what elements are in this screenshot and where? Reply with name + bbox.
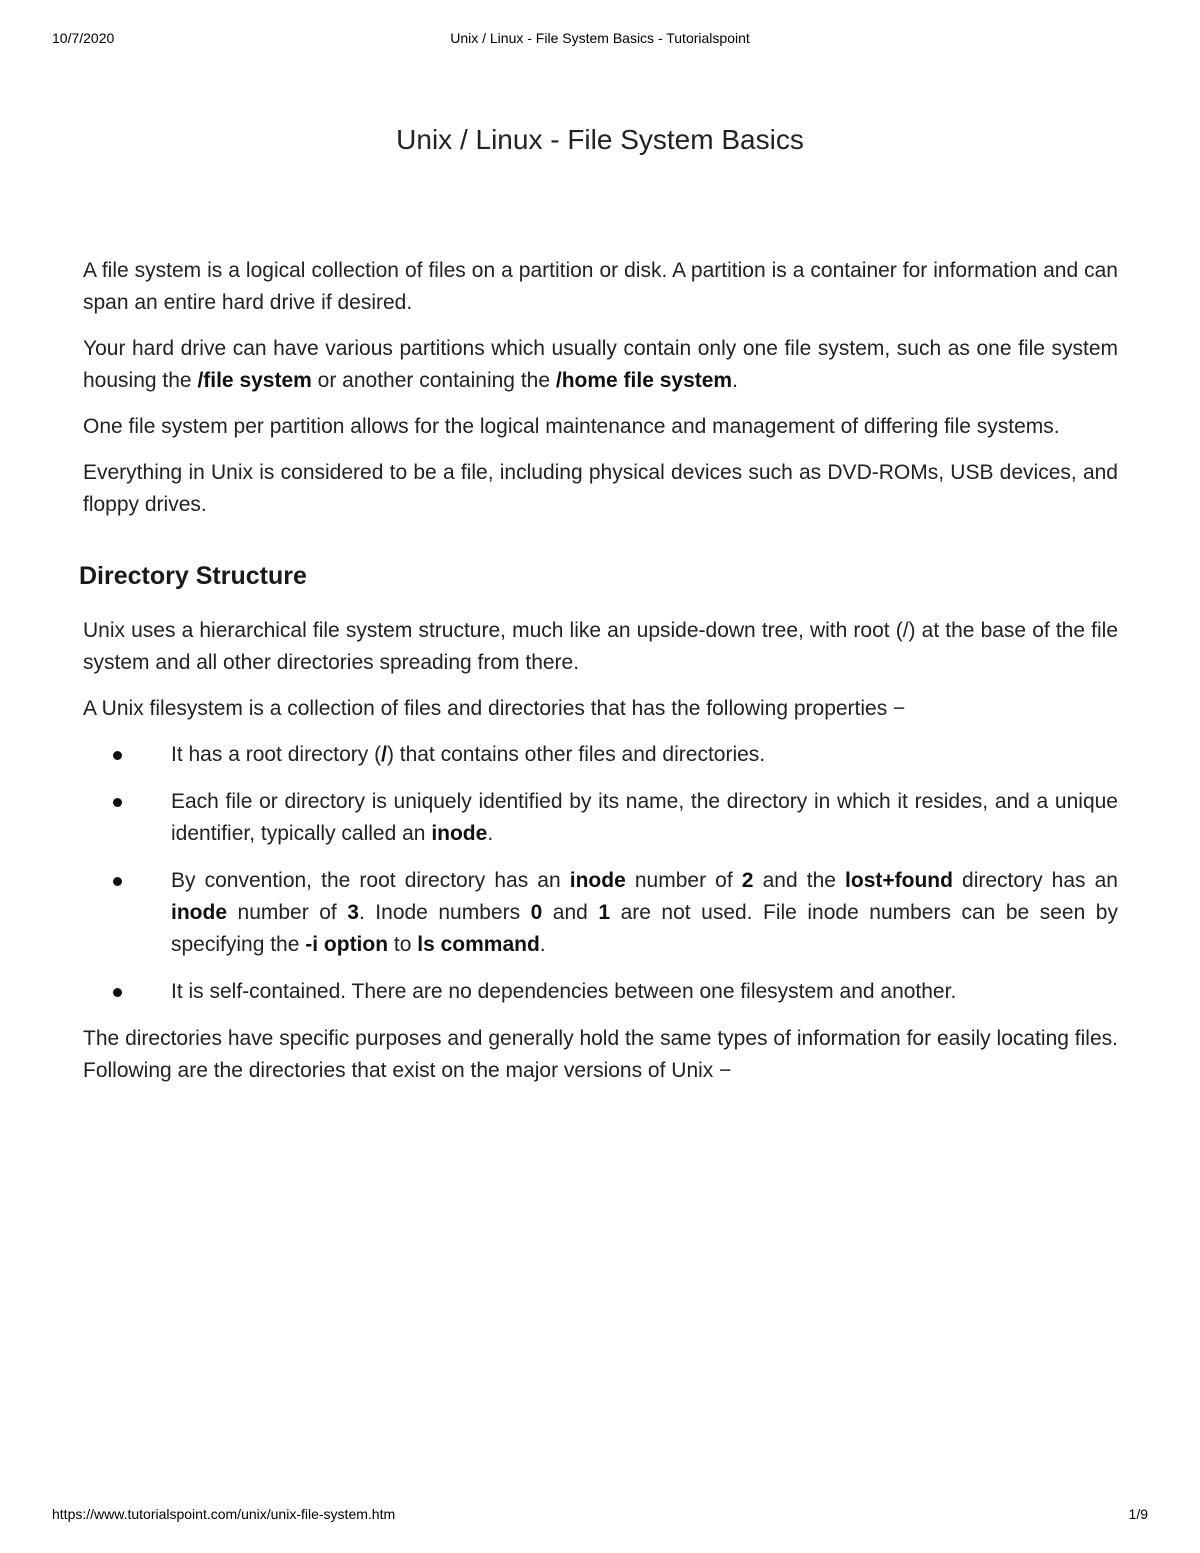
print-document-title: Unix / Linux - File System Basics - Tutorialspoint bbox=[450, 30, 750, 46]
source-url: https://www.tutorialspoint.com/unix/unix-file-system.htm bbox=[52, 1506, 396, 1522]
section-heading-directory-structure: Directory Structure bbox=[79, 562, 307, 590]
list-item: It is self-contained. There are no dependencies between one filesystem and another. bbox=[83, 976, 1118, 1008]
bullet-icon bbox=[113, 877, 122, 886]
bullet-icon bbox=[113, 798, 122, 807]
intro-paragraph-3: One file system per partition allows for the logical maintenance and management of differing file systems. bbox=[83, 415, 1060, 438]
section-paragraph-2: A Unix filesystem is a collection of files and directories that has the following properties − bbox=[83, 697, 906, 720]
intro-paragraph-2: Your hard drive can have various partitions which usually contain only one file system, such as one file system housing the /file system or another containing the /home file system. bbox=[83, 337, 1118, 392]
print-footer bbox=[52, 1506, 1148, 1526]
section-paragraph-3: The directories have specific purposes and generally hold the same types of information for easily locating files. Following are the directories that exist on the major versions of Unix − bbox=[83, 1027, 1118, 1082]
root-file-system-term: /file system bbox=[197, 369, 312, 392]
list-item: Each file or directory is uniquely identified by its name, the directory in which it resides, and a unique identifier, typically called an inode. bbox=[83, 786, 1118, 850]
section-paragraph-1: Unix uses a hierarchical file system structure, much like an upside-down tree, with root (/) at the base of the file system and all other directories spreading from there. bbox=[83, 619, 1118, 674]
print-date: 10/7/2020 bbox=[52, 30, 115, 46]
page-number: 1/9 bbox=[1128, 1506, 1148, 1522]
home-file-system-term: /home file system bbox=[555, 369, 733, 392]
article-content bbox=[79, 255, 1118, 1101]
bullet-icon bbox=[113, 988, 122, 997]
list-item: It has a root directory (/) that contains other files and directories. bbox=[83, 739, 1118, 771]
page-title: Unix / Linux - File System Basics bbox=[396, 124, 804, 155]
intro-paragraph-4: Everything in Unix is considered to be a file, including physical devices such as DVD-ROMs, USB devices, and floppy drives. bbox=[83, 461, 1118, 516]
bullet-icon bbox=[113, 751, 122, 760]
list-item: By convention, the root directory has an inode number of 2 and the lost+found directory has an inode number of 3. Inode numbers 0 and 1 are not used. File inode numbers can be seen by specifying the -i option to ls command. bbox=[83, 865, 1118, 961]
intro-paragraph-1: A file system is a logical collection of files on a partition or disk. A partition is a container for information and can span an entire hard drive if desired. bbox=[83, 259, 1118, 314]
properties-list bbox=[83, 739, 1118, 1008]
print-header bbox=[52, 30, 1148, 50]
